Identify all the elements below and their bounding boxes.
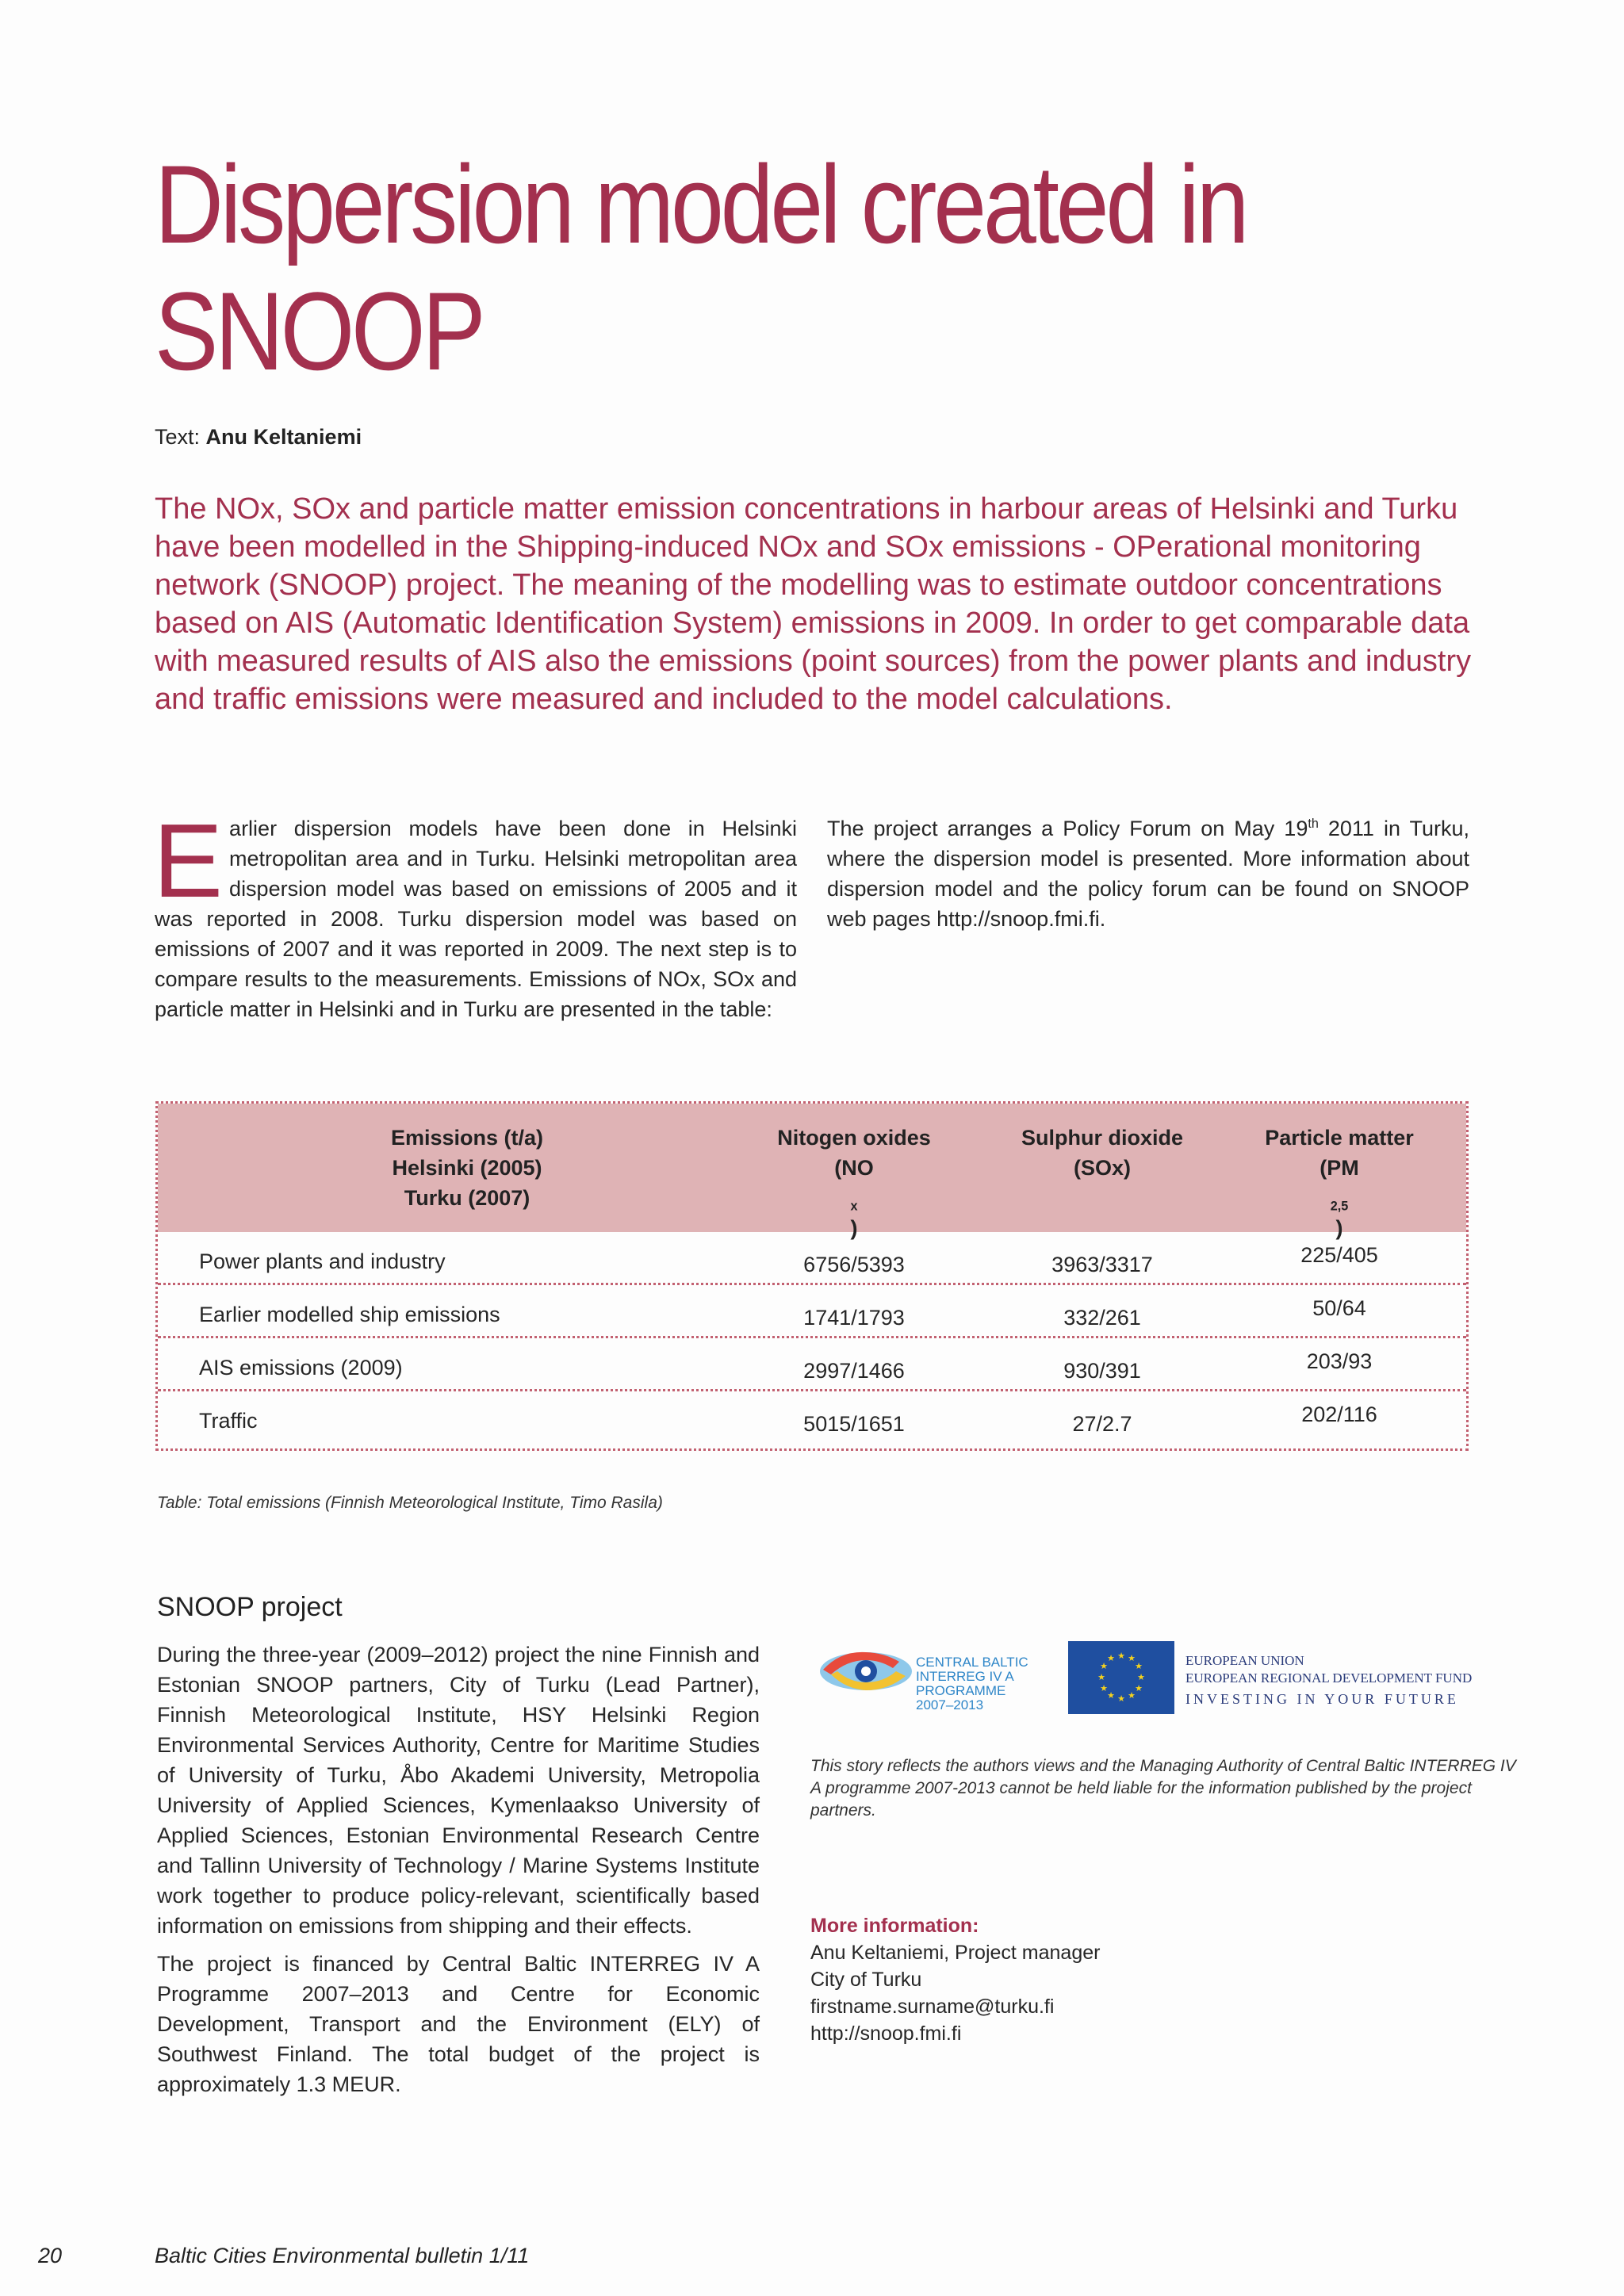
header-sox-line2: (SOx)	[1073, 1156, 1131, 1180]
snoop-paragraph-1: During the three-year (2009–2012) project the nine Finnish and Estonian SNOOP partners, City of Turku (Lead Partner), Finnish Meteorological Institute, HSY Helsinki Region Environmental Services Authority, Centre for Maritime Studies of University of Turku, Åbo Akademi University, Metropolia University of Applied Sciences, Kymenlaakso University of Applied Sciences, Estonian Environmental Research Centre and Tallinn University of Technology / Marine Systems Institute work together to produce policy-relevant, scientifically based information on emissions from shipping and their effects.	[157, 1643, 760, 1938]
table-row	[158, 1338, 1466, 1391]
cell-pm: 203/93	[1306, 1349, 1373, 1373]
lead-paragraph: The NOx, SOx and particle matter emission concentrations in harbour areas of Helsinki and Turku have been modelled in the Shipping-induced NOx and SOx emissions - OPerational monitoring network (SNOOP) project. The meaning of the modelling was to estimate outdoor concentrations based on AIS (Automatic Identification System) emissions in 2009. In order to get comparable data with measured results of AIS also the emissions (point sources) from the power plants and industry and traffic emissions were measured and included to the model calculations.	[155, 492, 1472, 716]
eu-line3: INVESTING IN YOUR FUTURE	[1185, 1691, 1459, 1707]
page-title: Dispersion model created in SNOOP	[155, 142, 1247, 393]
row-label: Traffic	[199, 1409, 258, 1433]
cell-sox: 3963/3317	[1051, 1253, 1153, 1276]
cb-line2: INTERREG IV A	[916, 1669, 1014, 1684]
header-emissions	[269, 1123, 665, 1213]
snoop-heading: SNOOP project	[157, 1592, 343, 1622]
more-info-org: City of Turku	[810, 1969, 922, 1991]
table-caption: Table: Total emissions (Finnish Meteorological Institute, Timo Rasila)	[157, 1494, 663, 1512]
cell-pm: 50/64	[1312, 1296, 1366, 1320]
cell-sox: 27/2.7	[1072, 1412, 1132, 1436]
eu-flag-icon	[1068, 1641, 1174, 1714]
cell-sox: 332/261	[1063, 1306, 1141, 1330]
header-emissions-line1: Emissions (t/a)	[390, 1126, 544, 1150]
cell-sox: 930/391	[1063, 1359, 1141, 1383]
cell-pm: 225/405	[1300, 1243, 1378, 1267]
header-sox-line1: Sulphur dioxide	[1021, 1126, 1183, 1150]
central-baltic-logo	[817, 1640, 1047, 1719]
svg-text:★: ★	[1107, 1690, 1115, 1701]
table-row	[158, 1391, 1466, 1445]
author-name: Anu Keltaniemi	[205, 425, 362, 449]
header-emissions-line2: Helsinki (2005)	[392, 1156, 542, 1180]
svg-text:★: ★	[1117, 1693, 1125, 1704]
svg-text:★: ★	[1135, 1683, 1143, 1693]
central-baltic-emblem-icon	[817, 1640, 912, 1719]
header-nox-pre: (NO	[834, 1156, 874, 1180]
svg-text:★: ★	[1128, 1690, 1136, 1701]
col2-sup: th	[1308, 817, 1319, 831]
svg-text:★: ★	[1137, 1672, 1145, 1682]
more-info-url[interactable]: http://snoop.fmi.fi	[810, 2022, 962, 2045]
cb-line1: CENTRAL BALTIC	[916, 1655, 1028, 1670]
snoop-paragraph-2: The project is financed by Central Baltic INTERREG IV A Programme 2007–2013 and Centre for Economic Development, Transport and the Environment (ELY) of Southwest Finland. The total budget of the project is approximately 1.3 MEUR.	[157, 1952, 760, 2096]
cell-pm: 202/116	[1301, 1402, 1377, 1426]
cb-line3: PROGRAMME	[916, 1683, 1006, 1698]
cell-nox: 6756/5393	[803, 1253, 905, 1276]
header-nox	[759, 1123, 949, 1243]
eu-line2: EUROPEAN REGIONAL DEVELOPMENT FUND	[1185, 1670, 1473, 1686]
disclaimer: This story reflects the authors views and the Managing Authority of Central Baltic INTERREG IV A programme 2007-2013 cannot be held liable for the information published by the project partners.	[810, 1757, 1516, 1820]
cell-nox: 1741/1793	[803, 1306, 905, 1330]
col2-text-a: The project arranges a Policy Forum on May 19	[827, 817, 1308, 840]
byline-label: Text:	[155, 425, 201, 449]
header-pm-post: )	[1335, 1216, 1343, 1240]
row-label: Earlier modelled ship emissions	[199, 1303, 500, 1326]
body-column-left	[153, 802, 797, 1024]
svg-text:★: ★	[1135, 1661, 1143, 1671]
more-info-contact: Anu Keltaniemi, Project manager	[810, 1942, 1101, 1964]
cb-line4: 2007–2013	[916, 1697, 984, 1712]
central-baltic-text	[916, 1655, 1028, 1712]
header-nox-post: )	[850, 1216, 858, 1240]
table-row	[158, 1285, 1466, 1338]
header-pm-line2	[1244, 1153, 1434, 1243]
svg-text:★: ★	[1117, 1651, 1125, 1661]
svg-text:★: ★	[1097, 1672, 1105, 1682]
header-pm	[1244, 1123, 1434, 1243]
header-emissions-line3: Turku (2007)	[404, 1186, 530, 1210]
emissions-table	[155, 1101, 1469, 1451]
cell-nox: 2997/1466	[803, 1359, 905, 1383]
header-nox-line1: Nitogen oxides	[777, 1126, 931, 1150]
body-column-left-text: arlier dispersion models have been done in Helsinki metropolitan area and in Turku. Helsinki metropolitan area dispersion model was based on emissions of 2005 and it was reported in 2008. Turku dispersion model was based on emissions of 2007 and it was reported in 2009. The next step is to compare results to the measurements. Emissions of NOx, SOx and particle matter in Helsinki and in Turku are presented in the table:	[155, 817, 797, 1021]
byline	[155, 425, 362, 450]
col2-text-b: 2011 in Turku, where the dispersion model is presented. More information about dispersion model and the policy forum can be found on SNOOP web pages http://snoop.fmi.fi.	[827, 817, 1469, 931]
body-column-right	[827, 813, 1469, 934]
header-sox	[1007, 1123, 1197, 1183]
header-nox-sub: x	[850, 1199, 858, 1214]
drop-cap: E	[153, 802, 224, 919]
eu-line1: EUROPEAN UNION	[1185, 1653, 1304, 1668]
more-info-heading: More information:	[810, 1915, 979, 1937]
row-label: Power plants and industry	[199, 1249, 446, 1273]
publication-name: Baltic Cities Environmental bulletin 1/11	[155, 2244, 530, 2267]
more-information	[810, 1912, 1100, 2047]
svg-text:★: ★	[1107, 1653, 1115, 1663]
svg-text:★: ★	[1100, 1683, 1108, 1693]
page-number: 20	[38, 2244, 63, 2267]
table-header	[158, 1104, 1466, 1240]
header-pm-line1: Particle matter	[1265, 1126, 1414, 1150]
header-pm-pre: (PM	[1320, 1156, 1359, 1180]
table-row	[158, 1232, 1466, 1285]
svg-text:★: ★	[1128, 1653, 1136, 1663]
snoop-body	[157, 1640, 760, 2107]
row-label: AIS emissions (2009)	[199, 1356, 403, 1380]
svg-text:★: ★	[1100, 1661, 1108, 1671]
eu-text	[1185, 1652, 1472, 1708]
header-nox-line2	[759, 1153, 949, 1243]
more-info-email[interactable]: firstname.surname@turku.fi	[810, 1996, 1055, 2018]
header-pm-sub: 2,5	[1330, 1199, 1349, 1214]
eu-logo	[1068, 1641, 1473, 1714]
cell-nox: 5015/1651	[803, 1412, 905, 1436]
